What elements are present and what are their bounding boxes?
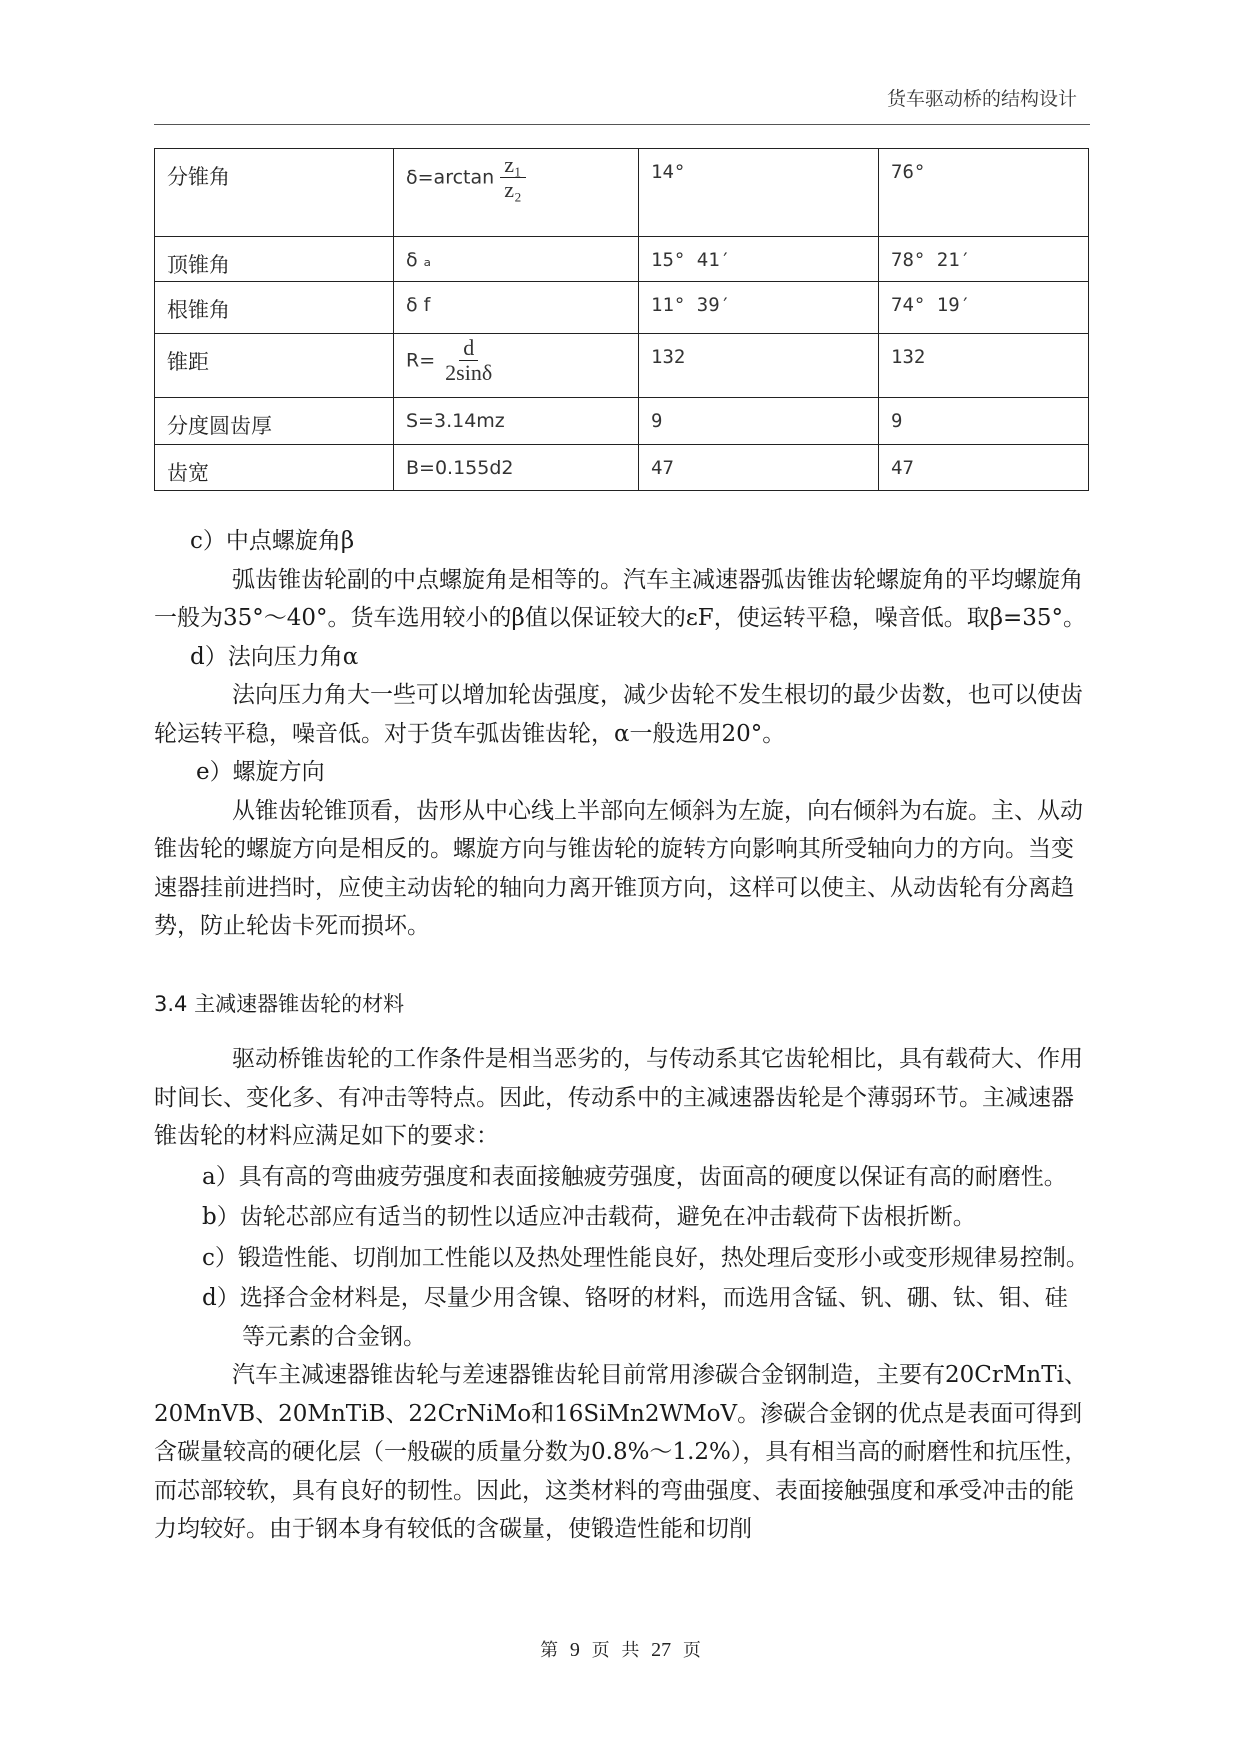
table-row [155, 398, 1089, 445]
section-title-wrap [154, 985, 1090, 1024]
table-cell-formula [394, 334, 639, 398]
table-cell-formula [394, 149, 639, 237]
table-cell: 9 [879, 398, 1089, 445]
table-cell: 15° 41′ [639, 237, 879, 282]
body-lower [154, 1040, 1090, 1549]
subheading-c: c）中点螺旋角β [190, 528, 355, 554]
table-cell: 锥距 [155, 334, 394, 398]
list-item: c）锻造性能、切削加工性能以及热处理性能良好，热处理后变形小或变形规律易控制。 [202, 1244, 1089, 1271]
section-title: 3.4 主减速器锥齿轮的材料 [154, 992, 405, 1016]
fraction [441, 336, 496, 385]
table-cell: 顶锥角 [155, 237, 394, 282]
table-cell: 76° [879, 149, 1089, 237]
table-cell: 9 [639, 398, 879, 445]
paragraph: 汽车主减速器锥齿轮与差速器锥齿轮目前常用渗碳合金钢制造，主要有20CrMnTi、20MnVB、20MnTiB、22CrNiMo和16SiMn2WMoV。渗碳合金钢的优点是表面可得到含碳量较高的硬化层（一般碳的质量分数为0.8%～1.2%），具有相当高的耐磨性和抗压性，而芯部较软，具有良好的韧性。因此，这类材料的弯曲强度、表面接触强度和承受冲击的能力均较好。由于钢本身有较低的含碳量，使锻造性能和切削 [154, 1362, 1088, 1542]
formula-text: R= [406, 349, 436, 372]
table-cell: 78° 21′ [879, 237, 1089, 282]
footer-prefix: 第 [540, 1640, 559, 1661]
formula-text: δ=arctan [406, 166, 495, 189]
table-cell-formula: B=0.155d2 [394, 445, 639, 491]
paragraph: 法向压力角大一些可以增加轮齿强度，减少齿轮不发生根切的最少齿数，也可以使齿轮运转平稳，噪音低。对于货车弧齿锥齿轮，α一般选用20°。 [154, 682, 1083, 747]
table-cell: 14° [639, 149, 879, 237]
table-cell-formula: δ ₐ [394, 237, 639, 282]
gear-parameter-table [154, 148, 1089, 491]
list-item: b）齿轮芯部应有适当的韧性以适应冲击载荷，避免在冲击载荷下齿根折断。 [202, 1204, 976, 1230]
running-header: 货车驱动桥的结构设计 [886, 88, 1077, 110]
table-row [155, 334, 1089, 398]
body-upper [154, 522, 1090, 946]
table-cell-formula: δ f [394, 282, 639, 334]
page-footer [0, 1636, 1241, 1662]
list-item: a）具有高的弯曲疲劳强度和表面接触疲劳强度，齿面高的硬度以保证有高的耐磨性。 [202, 1163, 1067, 1190]
fraction-numerator: z₁ [500, 153, 525, 178]
table-cell: 74° 19′ [879, 282, 1089, 334]
fraction-denominator: 2sinδ [445, 360, 493, 386]
footer-suffix: 页 [682, 1640, 701, 1661]
table-cell-formula: S=3.14mz [394, 398, 639, 445]
table-cell: 分锥角 [155, 149, 394, 237]
paragraph: 从锥齿轮锥顶看，齿形从中心线上半部向左倾斜为左旋，向右倾斜为右旋。主、从动锥齿轮的螺旋方向是相反的。螺旋方向与锥齿轮的旋转方向影响其所受轴向力的方向。当变速器挂前进挡时，应使主动齿轮的轴向力离开锥顶方向，这样可以使主、从动齿轮有分离趋势，防止轮齿卡死而损坏。 [154, 797, 1083, 939]
fraction [500, 153, 525, 202]
header-rule [154, 124, 1090, 125]
table-cell: 11° 39′ [639, 282, 879, 334]
table-cell: 47 [879, 445, 1089, 491]
table-cell: 分度圆齿厚 [155, 398, 394, 445]
footer-middle: 页 共 [591, 1640, 640, 1661]
table-cell: 根锥角 [155, 282, 394, 334]
table-row [155, 445, 1089, 491]
table-row [155, 282, 1089, 334]
table-cell: 齿宽 [155, 445, 394, 491]
table-cell: 47 [639, 445, 879, 491]
table-row [155, 237, 1089, 282]
table-cell: 132 [639, 334, 879, 398]
subheading-e: e）螺旋方向 [196, 759, 325, 785]
page-number: 9 [569, 1639, 580, 1661]
page-total: 27 [651, 1639, 672, 1661]
paragraph: 驱动桥锥齿轮的工作条件是相当恶劣的，与传动系其它齿轮相比，具有载荷大、作用时间长、变化多、有冲击等特点。因此，传动系中的主减速器齿轮是个薄弱环节。主减速器锥齿轮的材料应满足如下的要求： [154, 1046, 1083, 1149]
list-item: d）选择合金材料是，尽量少用含镍、铬呀的材料，而选用含锰、钒、硼、钛、钼、硅等元素的合金钢。 [202, 1285, 1068, 1350]
subheading-d: d）法向压力角α [190, 643, 359, 670]
table-cell: 132 [879, 334, 1089, 398]
fraction-denominator: z₂ [504, 177, 522, 203]
fraction-numerator: d [459, 336, 478, 361]
paragraph: 弧齿锥齿轮副的中点螺旋角是相等的。汽车主减速器弧齿锥齿轮螺旋角的平均螺旋角一般为35°～40°。货车选用较小的β值以保证较大的εF，使运转平稳，噪音低。取β=35°。 [154, 566, 1087, 631]
table-row [155, 149, 1089, 237]
